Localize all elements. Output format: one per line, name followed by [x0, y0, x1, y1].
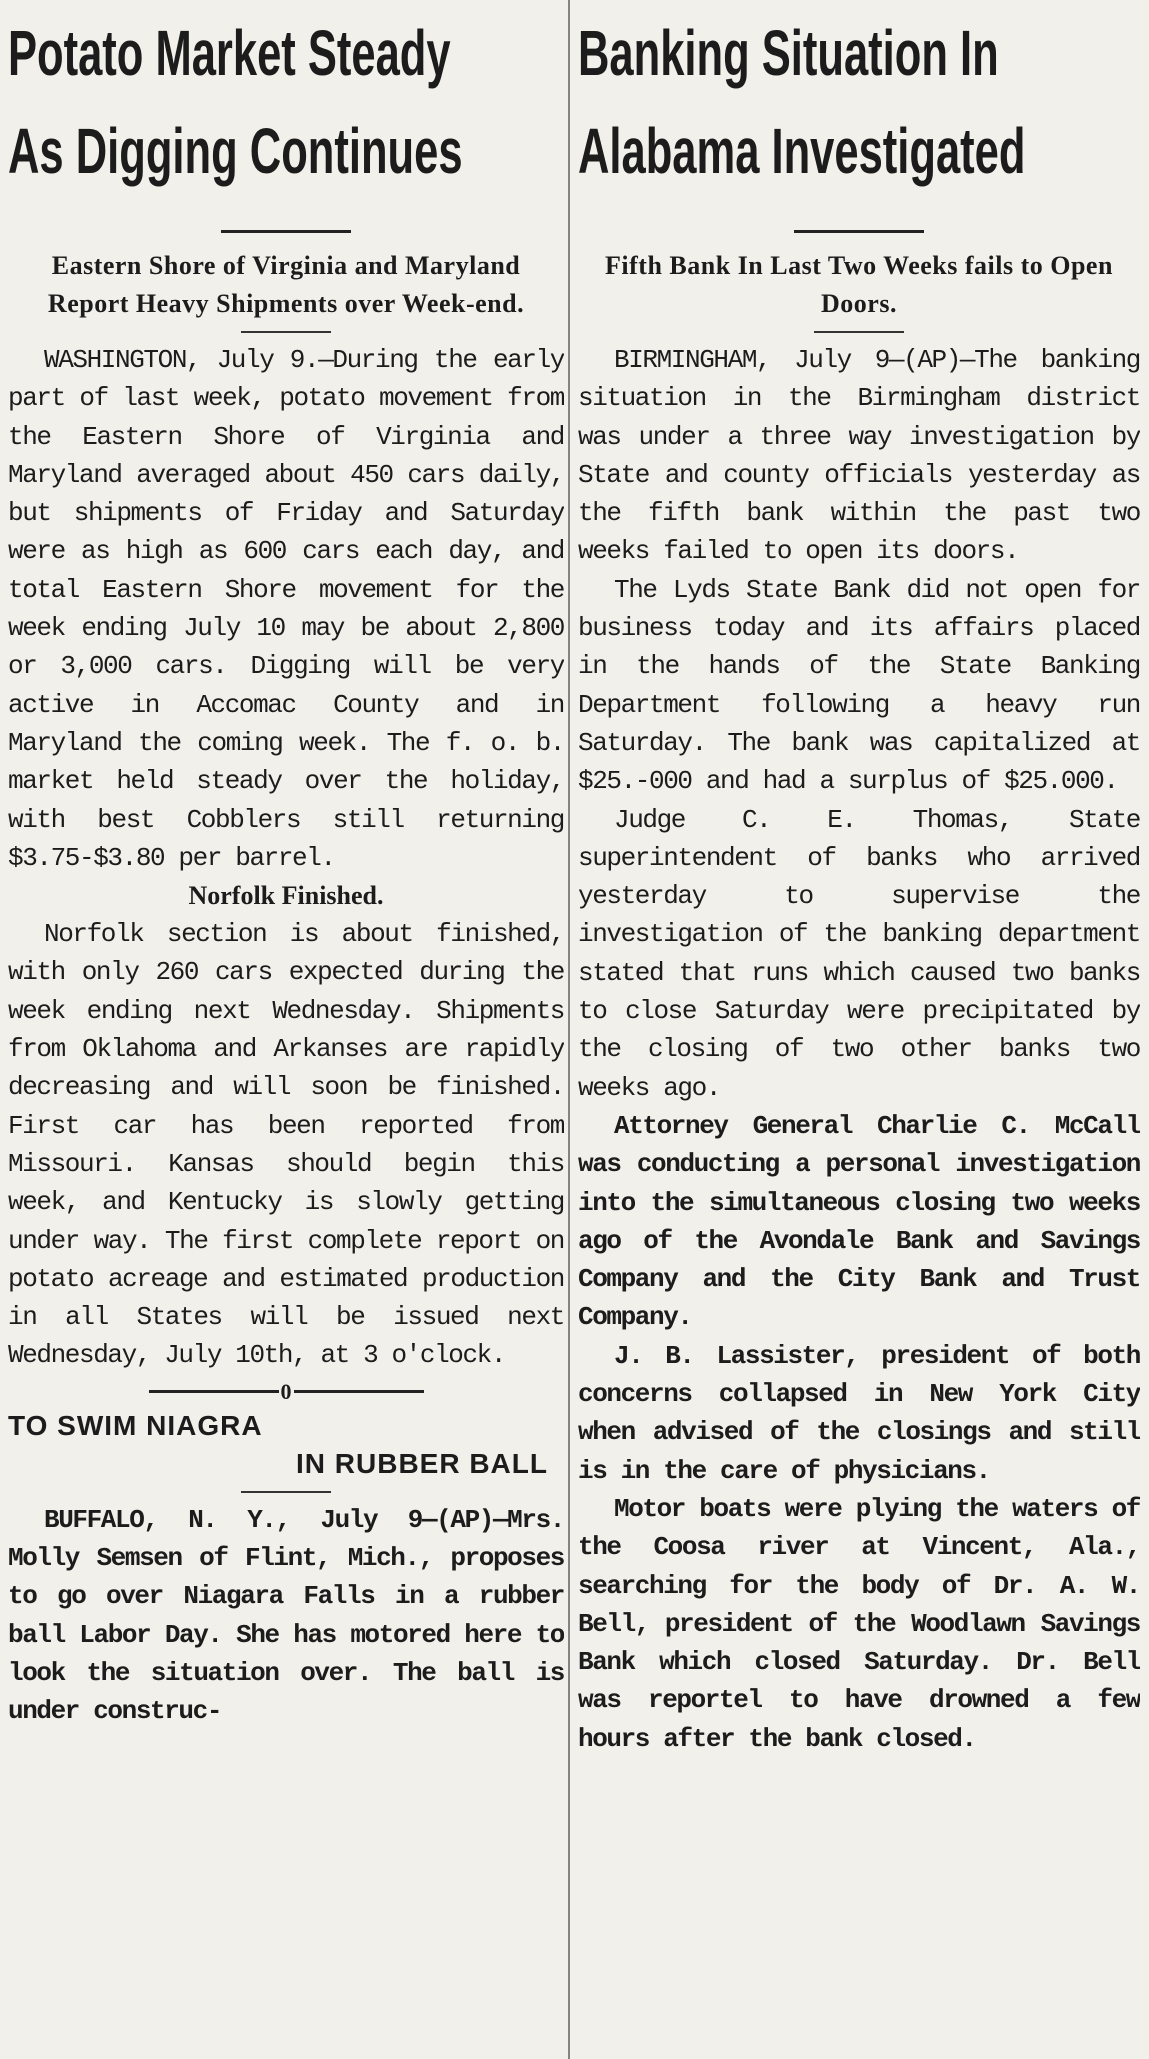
headline-rule [794, 230, 924, 233]
niagara-headline-line: IN RUBBER BALL [296, 1447, 548, 1479]
potato-headline [8, 4, 564, 212]
niagara-paragraph: BUFFALO, N. Y., July 9—(AP)—Mrs. Molly Semsen of Flint, Mich., proposes to go over Niagara Falls in a rubber ball Labor Day. She has motored here to look the situation over. The ball is under construc- [8, 1504, 564, 1727]
banking-paragraph-4: Attorney General Charlie C. McCall was conducting a personal investigation into the simultaneous closing two weeks ago of the Avondale Bank and Savings Company and the City Bank and Trust Company. [578, 1110, 1140, 1333]
separator-bar [149, 1390, 279, 1393]
right-column [578, 0, 1140, 2059]
banking-paragraph-1: BIRMINGHAM, July 9—(AP)—The banking situation in the Birmingham district was under a three way investigation by State and county officials yesterday as the fifth bank within the past two weeks failed to open its doors. [578, 345, 1140, 567]
headline-line: As Digging Continues [8, 115, 463, 187]
banking-paragraph-5: J. B. Lassister, president of both concerns collapsed in New York City when advised of the closings and still is in the care of physicians. [578, 1340, 1140, 1486]
column-divider [568, 0, 570, 2059]
norfolk-subhead: Norfolk Finished. [188, 881, 384, 911]
banking-headline [578, 4, 1140, 212]
left-column [8, 0, 564, 2059]
potato-deck: Eastern Shore of Virginia and Maryland Report Heavy Shipments over Week-end. [47, 251, 525, 318]
banking-paragraph-2: The Lyds State Bank did not open for business today and its affairs placed in the hands of the State Banking Department following a heavy run Saturday. The bank was capitalized at $25.-000 and had a surplus of $25.000. [578, 574, 1140, 797]
story-separator [8, 1377, 564, 1407]
headline-rule [221, 230, 351, 233]
separator-mark: 0 [280, 1378, 292, 1404]
banking-deck: Fifth Bank In Last Two Weeks fails to Open Doors. [605, 251, 1113, 318]
headline-line: Banking Situation In [578, 17, 999, 89]
deck-rule [241, 331, 331, 333]
banking-paragraph-3: Judge C. E. Thomas, State superintendent of banks who arrived yesterday to supervise the investigation of the banking department stated that runs which caused two banks to close Saturday were precipitated by the closing of two other banks two weeks ago. [578, 804, 1140, 1103]
deck-rule [814, 331, 904, 333]
separator-bar [294, 1390, 424, 1393]
headline-line: Potato Market Steady [8, 17, 451, 89]
niagara-headline-line: TO SWIM NIAGRA [8, 1409, 263, 1441]
banking-paragraph-6: Motor boats were plying the waters of the Coosa river at Vincent, Ala., searching for the body of Dr. A. W. Bell, president of the Woodlawn Savings Bank which closed Saturday. Dr. Bell was reportel to have drowned a few hours after the bank closed. [578, 1493, 1140, 1754]
potato-paragraph-2: Norfolk section is about finished, with only 260 cars expected during the week ending next Wednesday. Shipments from Oklahoma and Arkanses are rapidly decreasing and will soon be finished. First car has been reported from Missouri. Kansas should begin this week, and Kentucky is slowly getting under way. The first complete report on potato acreage and estimated production in all States will be issued next Wednesday, July 10th, at 3 o'clock. [8, 919, 564, 1371]
headline-line: Alabama Investigated [578, 115, 1026, 187]
niagara-rule [241, 1491, 331, 1493]
potato-paragraph-1: WASHINGTON, July 9.—During the early part of last week, potato movement from the Eastern Shore of Virginia and Maryland averaged about 450 cars daily, but shipments of Friday and Saturday were as high as 600 cars each day, and total Eastern Shore movement for the week ending July 10 may be about 2,800 or 3,000 cars. Digging will be very active in Accomac County and in Maryland the coming week. The f. o. b. market held steady over the holiday, with best Cobblers still returning $3.75-$3.80 per barrel. [8, 345, 564, 873]
